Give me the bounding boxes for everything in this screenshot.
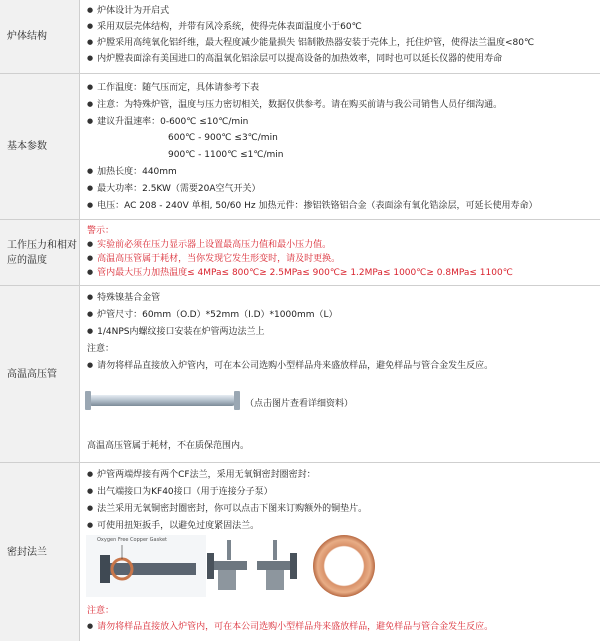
flange-pipe <box>106 563 196 575</box>
list-item: ● 炉管两端焊接有两个CF法兰，采用无氧铜密封圈密封： <box>87 468 316 482</box>
tube-flange-right <box>234 391 240 410</box>
note-line: ● 请勿将样品直接放入炉管内，可在本公司选购小型样品舟来盛放样品，避免样品与管合金发生反应。 <box>87 359 493 373</box>
list-item: ● 管内最大压力加热温度≤ 4MPa≤ 800℃≥ 2.5MPa≤ 900℃≥ 1.2MPa≤ 1000℃≥ 0.8MPa≤ 1100℃ <box>87 266 513 280</box>
flange-stand <box>218 570 236 590</box>
row-label: 炉体结构 <box>0 0 80 73</box>
list-item: ● 采用双层壳体结构，并带有风冷系统，使得壳体表面温度小于60℃ <box>87 20 362 34</box>
flange-assembly-image-1[interactable] <box>203 536 253 596</box>
row-pressure-temperature <box>0 220 600 286</box>
row-label: 高温高压管 <box>0 286 80 462</box>
list-item: ● 建议升温速率：0-600℃ ≤10℃/min <box>87 115 248 129</box>
row-content <box>81 74 600 219</box>
row-label: 工作压力和相对应的温度 <box>0 220 80 285</box>
note-title: 注意： <box>87 606 115 616</box>
image-caption[interactable]: （点击图片查看详细资料） <box>245 399 354 409</box>
flange-plate <box>207 553 214 579</box>
list-item: ● 可使用扭矩扳手，以避免过度紧固法兰。 <box>87 519 259 533</box>
copper-gasket-image[interactable] <box>309 533 379 599</box>
flange-body <box>209 561 247 570</box>
row-basic-params <box>0 74 600 220</box>
row-content <box>81 220 600 285</box>
list-item: ● 法兰采用无氧铜密封圈密封，你可以点击下图来订购额外的铜垫片。 <box>87 502 367 516</box>
list-item: ● 出气端接口为KF40接口（用于连接分子泵） <box>87 485 273 499</box>
flange-plate <box>100 555 110 583</box>
flange-valve <box>227 540 231 560</box>
row-seal-flange <box>0 463 600 641</box>
row-label: 基本参数 <box>0 74 80 219</box>
row-content <box>81 286 600 462</box>
list-item: ● 高温高压管属于耗材，当你发现它发生形变时，请及时更换。 <box>87 252 340 266</box>
flange-plate <box>290 553 297 579</box>
list-item: 900℃ - 1100℃ ≤1℃/min <box>168 150 284 160</box>
row-furnace-structure <box>0 0 600 74</box>
tube-image[interactable] <box>85 388 240 412</box>
list-item: ● 内炉膛表面涂有美国进口的高温氧化铝涂层可以提高设备的加热效率，同时也可以延长仪器的使用寿命 <box>87 52 502 66</box>
note-title: 注意： <box>87 344 115 354</box>
tube-body <box>89 395 235 406</box>
row-high-temp-tube <box>0 286 600 463</box>
list-item: ● 工作温度：随气压而定，具体请参考下表 <box>87 81 259 95</box>
list-item: ● 加热长度：440mm <box>87 165 177 179</box>
flange-assembly-image-2[interactable] <box>251 536 301 596</box>
warning-title: 警示： <box>87 226 115 236</box>
row-label: 密封法兰 <box>0 463 80 641</box>
list-item: ● 炉膛采用高纯氧化铝纤维，最大程度减少能量损失 铝制散热器安装于壳体上，托住炉管，使得法兰温度<80℃ <box>87 36 534 50</box>
list-item: ● 炉管尺寸：60mm（O.D）*52mm（I.D）*1000mm（L） <box>87 308 338 322</box>
flange-valve <box>273 540 277 560</box>
flange-body <box>257 561 295 570</box>
row-content <box>81 0 600 73</box>
note-line: ● 请勿将样品直接放入炉管内，可在本公司选购小型样品舟来盛放样品，避免样品与管合金发生反应。 <box>87 620 493 634</box>
flange-diagram-image[interactable] <box>86 535 206 597</box>
list-item: ● 最大功率：2.5KW（需要20A空气开关） <box>87 182 261 196</box>
list-item: 600℃ - 900℃ ≤3℃/min <box>168 133 278 143</box>
list-item: ● 1/4NPS内螺纹接口安装在炉管两边法兰上 <box>87 325 264 339</box>
row-content <box>81 463 600 641</box>
list-item: ● 电压：AC 208 - 240V 单相, 50/60 Hz 加热元件：掺铝铁铬铝合金（表面涂有氧化锆涂层，可延长使用寿命） <box>87 199 537 213</box>
list-item: ● 实验前必须在压力显示器上设置最高压力值和最小压力值。 <box>87 238 331 252</box>
tube-flange-left <box>85 391 91 410</box>
list-item: ● 注意：为特殊炉管，温度与压力密切相关，数据仅供参考。请在购买前请与我公司销售人员仔细沟通。 <box>87 98 502 112</box>
gasket-ring <box>313 535 375 597</box>
image-label: Oxygen Free Copper Gasket <box>97 537 167 543</box>
footer-note: 高温高压管属于耗材，不在质保范围内。 <box>87 441 250 451</box>
list-item: ● 特殊镍基合金管 <box>87 291 160 305</box>
list-item: ● 炉体设计为开启式 <box>87 4 169 18</box>
flange-stand <box>266 570 284 590</box>
